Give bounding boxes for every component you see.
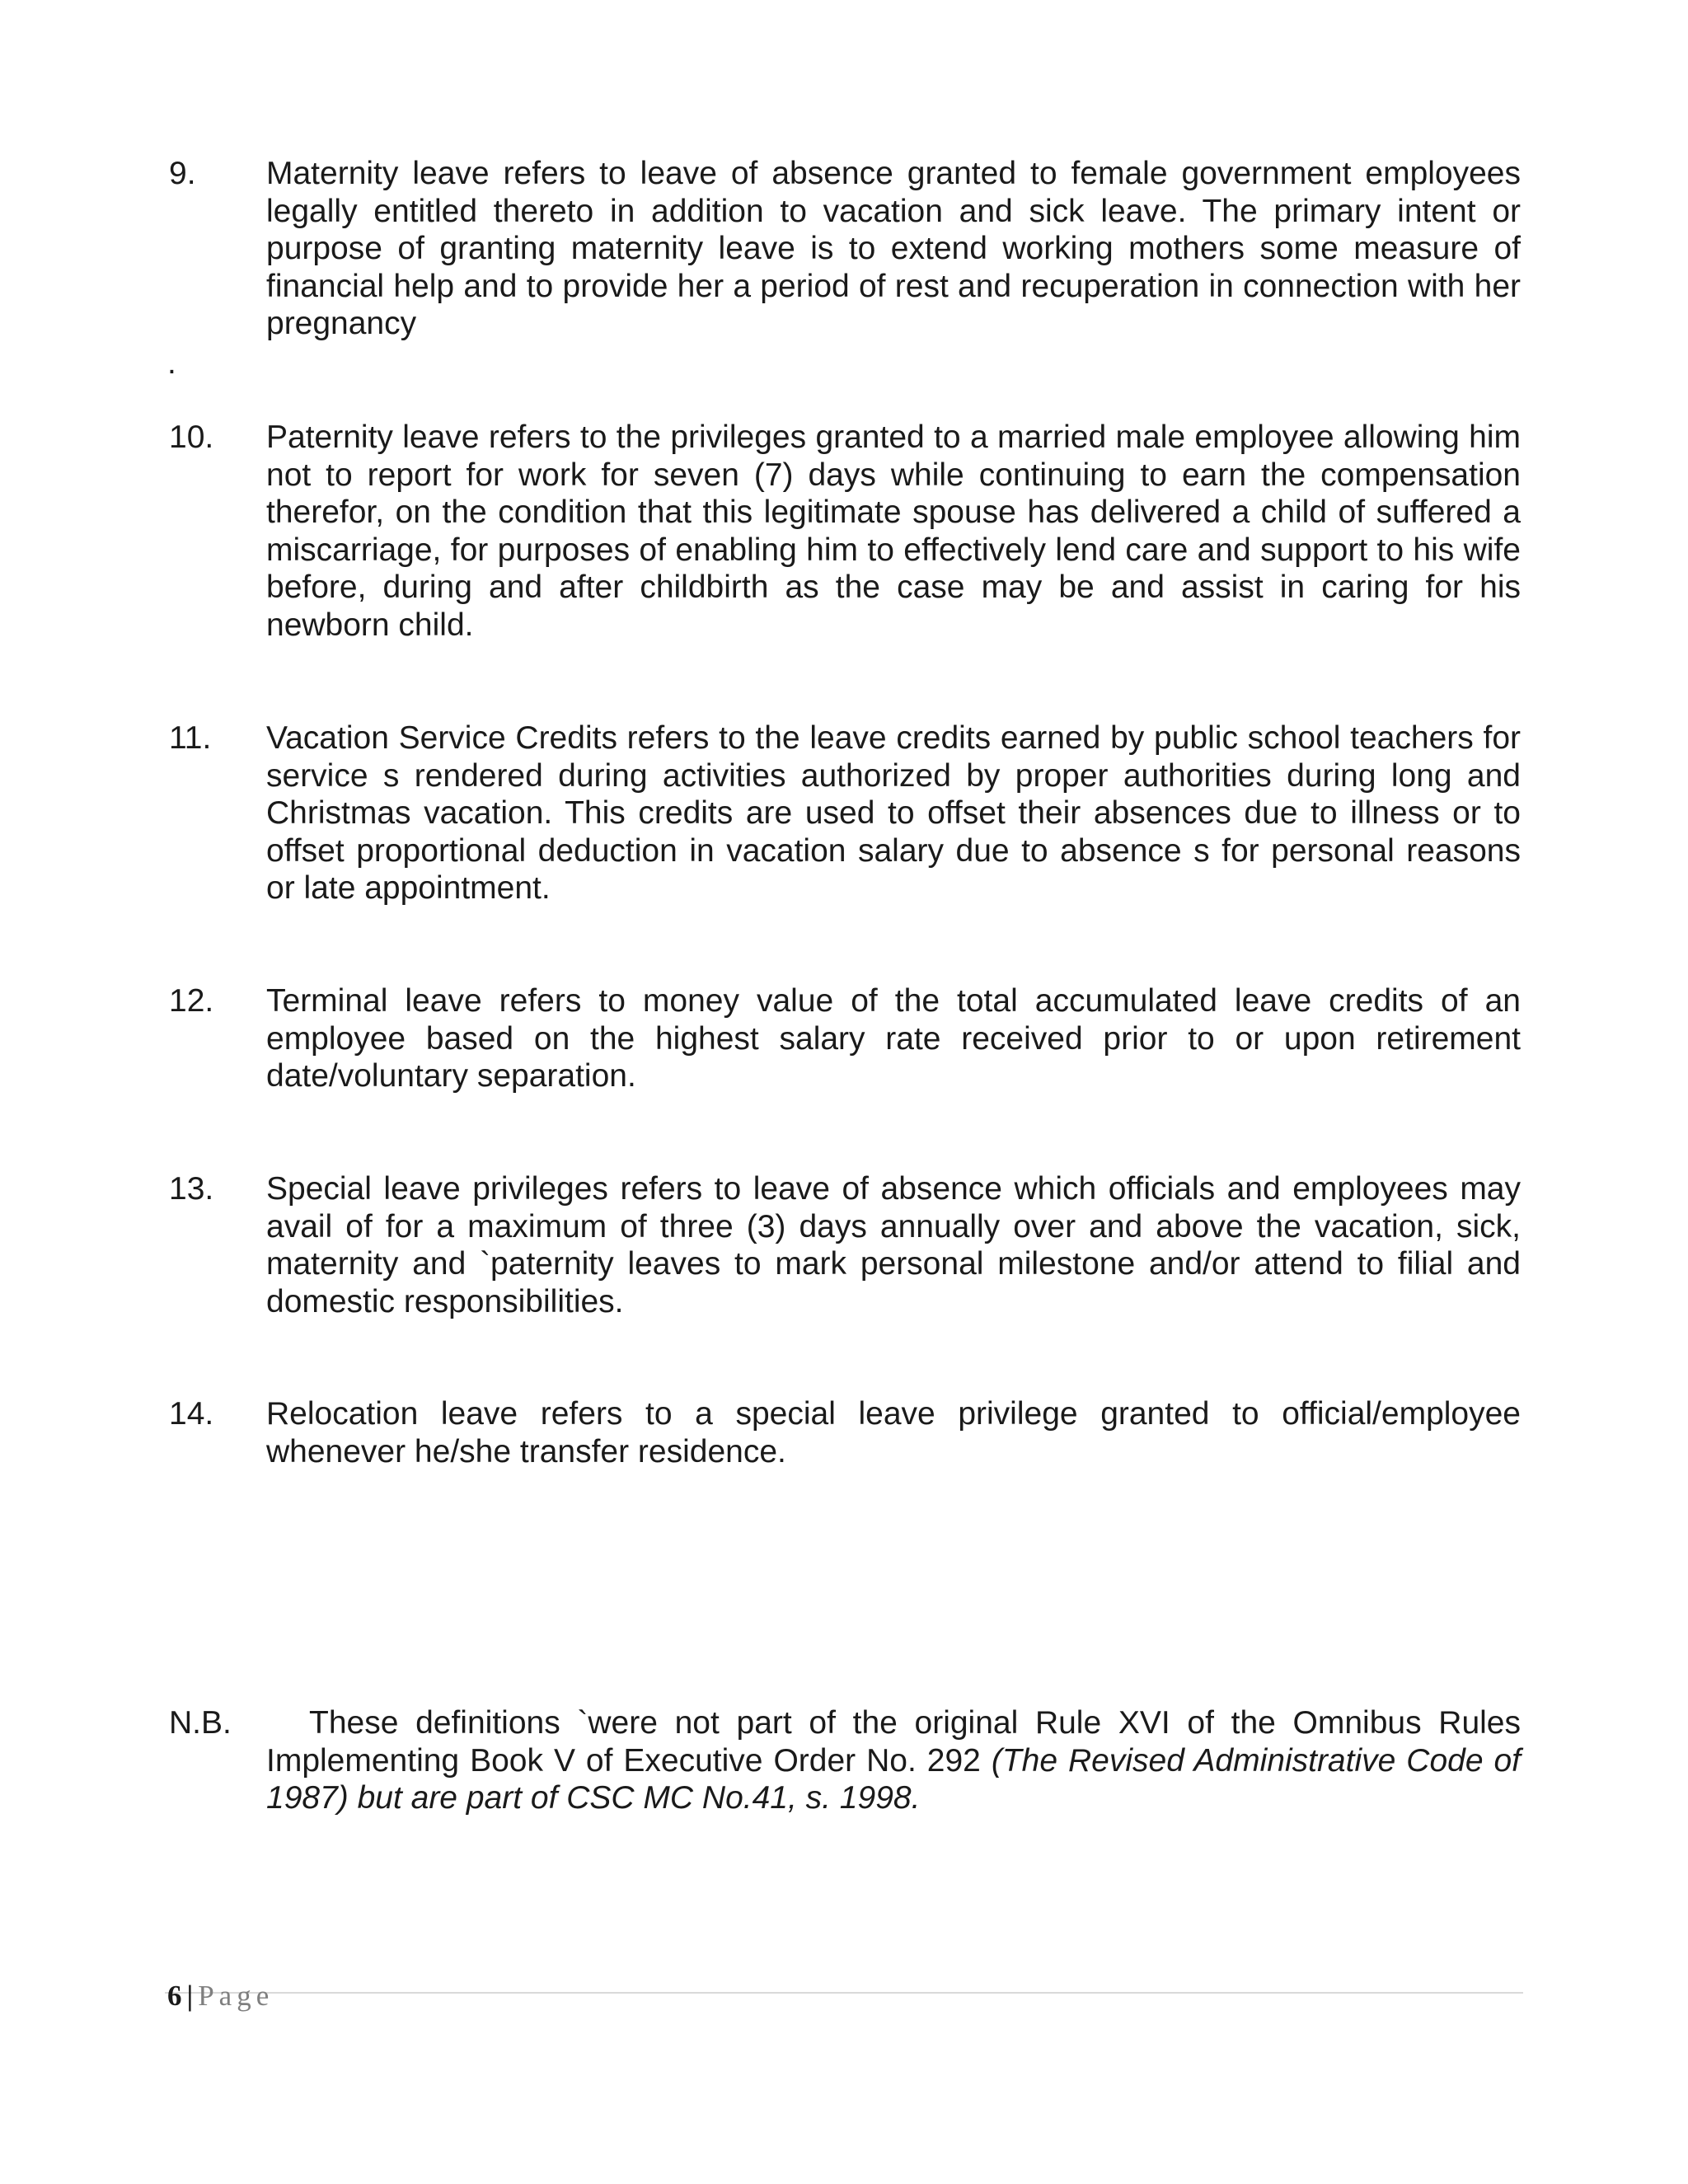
item-text: Paternity leave refers to the privileges granted to a married male employee allowing him not to report for work for seven (7) days while continuing to earn the compensation therefor, on the condition that this legitimate spouse has delivered a child of suffered a miscarriage, for purposes of enabling him to effectively lend care and support to his wife before, during and after childbirth as the case may be and assist in caring for his newborn child. bbox=[266, 419, 1521, 643]
footer-separator: | bbox=[186, 1980, 194, 2012]
nb-text-italic: (The Revised Administrative Code of 1987) but are part of CSC MC No.41, s. 1998. bbox=[266, 1742, 1522, 1816]
item-number: 11. bbox=[169, 720, 212, 756]
nb-text bbox=[169, 1704, 1521, 1817]
definition-item-12 bbox=[169, 982, 1521, 1095]
definition-item-10 bbox=[169, 419, 1521, 644]
item-text: Special leave privileges refers to leave of absence which officials and employees may avail of for a maximum of three (3) days annually over and above the vacation, sick, maternity and `paternity leaves to mark personal milestone and/or attend to filial and domestic responsibilities. bbox=[266, 1171, 1521, 1319]
item-number: 12. bbox=[169, 983, 214, 1019]
page-footer bbox=[167, 1980, 274, 2013]
item-text: Terminal leave refers to money value of the total accumulated leave credits of an employee based on the highest salary rate received prior to or upon retirement date/voluntary separation. bbox=[266, 983, 1521, 1094]
nb-text-plain: These definitions `were not part of the original Rule XVI of the Omnibus Rules Implementing Book V of Executive Order No. 292 bbox=[266, 1705, 1521, 1779]
item-text: Vacation Service Credits refers to the leave credits earned by public school teachers for service s rendered during activities authorized by proper authorities during long and Christmas vacation. This credits are used to offset their absences due to illness or to offset proportional deduction in vacation salary due to absence s for personal reasons or late appointment. bbox=[266, 720, 1521, 907]
definition-item-11 bbox=[169, 719, 1521, 907]
nota-bene bbox=[169, 1704, 1521, 1817]
definition-item-9 bbox=[169, 155, 1521, 343]
item-number: 10. bbox=[169, 419, 214, 455]
page-number: 6 bbox=[167, 1980, 182, 2012]
footer-divider bbox=[165, 1992, 1523, 1994]
item-number: 9. bbox=[169, 156, 196, 191]
item-number: 14. bbox=[169, 1396, 214, 1432]
item-text: Maternity leave refers to leave of absence granted to female government employees legally entitled thereto in addition to vacation and sick leave. The primary intent or purpose of granting maternity leave is to extend working mothers some measure of financial help and to provide her a period of rest and recuperation in connection with her pregnancy bbox=[266, 156, 1521, 342]
definition-item-13 bbox=[169, 1170, 1521, 1320]
item-number: 13. bbox=[169, 1171, 214, 1207]
nb-label: N.B. bbox=[169, 1705, 232, 1741]
definition-item-14 bbox=[169, 1395, 1521, 1470]
stray-mark: . bbox=[167, 345, 176, 381]
page-label: Page bbox=[198, 1980, 274, 2012]
item-text: Relocation leave refers to a special leave privilege granted to official/employee whenever he/she transfer residence. bbox=[266, 1396, 1521, 1469]
